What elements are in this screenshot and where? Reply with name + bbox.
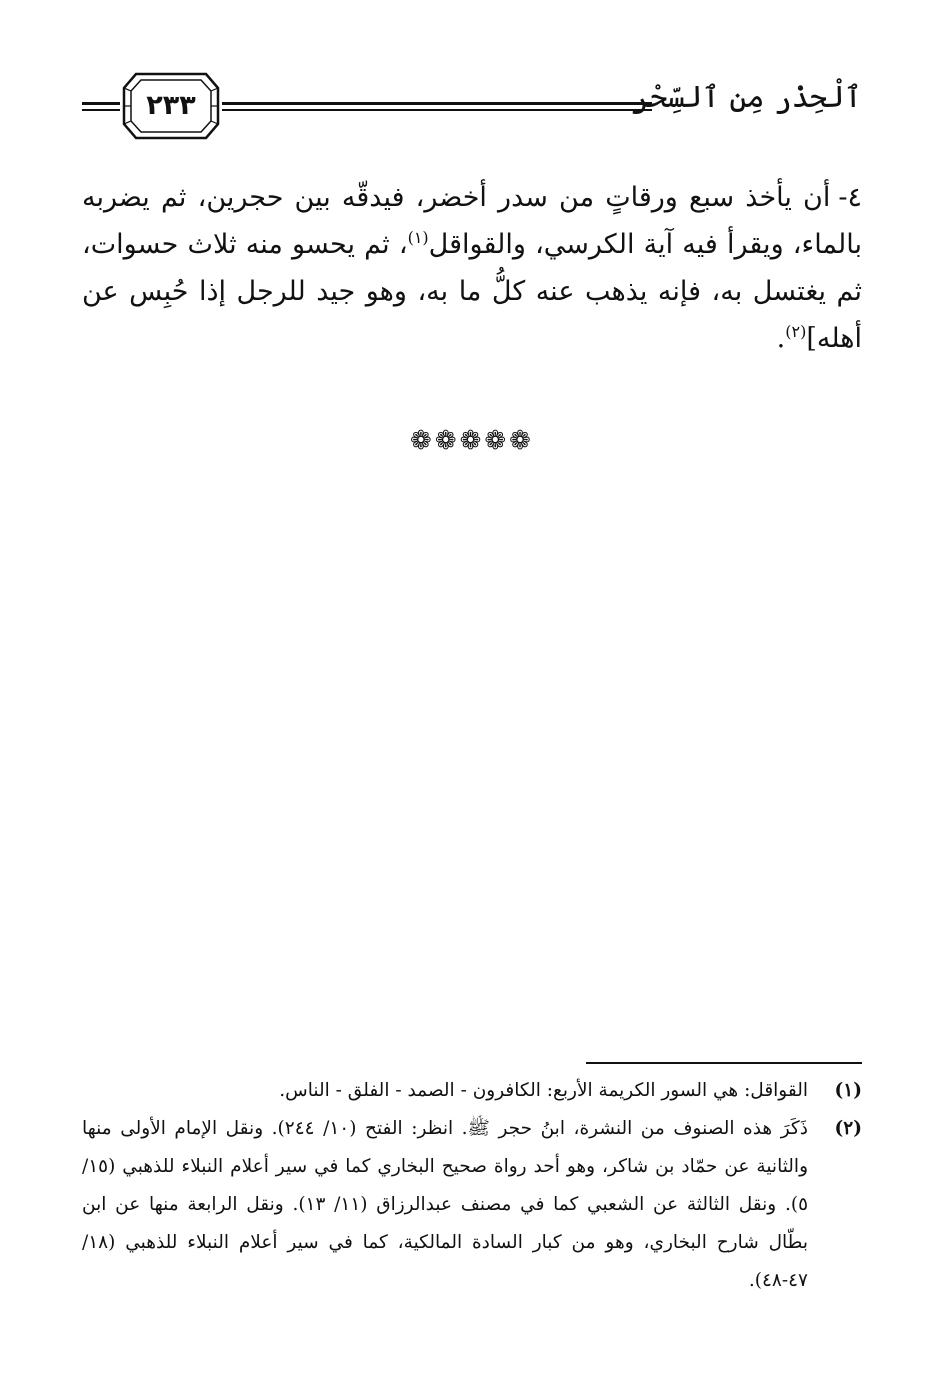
- main-paragraph: [82, 174, 862, 362]
- footnote-ref-2: (٢): [785, 322, 807, 341]
- page-header: [82, 72, 862, 142]
- footnote-number: (٢): [834, 1118, 862, 1139]
- paragraph-text-1: أن يأخذ سبع ورقاتٍ من سدر أخضر، فيدقّه بين حجرين، ثم يضربه بالماء، ويقرأ فيه آية الكرسي، والقواقل: [82, 182, 862, 260]
- item-number: ٤-: [838, 182, 862, 213]
- footnotes: [82, 1072, 862, 1300]
- header-rule-right: [222, 102, 652, 111]
- flower-ornament-icon: ❁❁❁❁❁: [410, 426, 534, 456]
- page-number-frame: [122, 72, 220, 140]
- running-title: ٱلْحِذْر مِن ٱلسِّحْر: [631, 80, 862, 115]
- footnote-separator: [586, 1062, 862, 1064]
- header-rule-left: [82, 102, 120, 111]
- paragraph-end: .: [776, 323, 786, 354]
- footnote-ref-1: (١): [407, 228, 429, 247]
- footnote-number: (١): [834, 1080, 862, 1101]
- paragraph-text-2: ، ثم يحسو منه ثلاث حسوات، ثم يغتسل به، فإنه يذهب عنه كلُّ ما به، وهو جيد للرجل إذا حُبِس عن أهله]: [82, 229, 862, 354]
- footnote-1: [82, 1072, 862, 1110]
- page-number: ٢٣٣: [146, 90, 196, 121]
- footnote-text: القواقل: هي السور الكريمة الأربع: الكافرون - الصمد - الفلق - الناس.: [279, 1080, 808, 1101]
- footnote-text: ذَكَرَ هذه الصنوف من النشرة، ابنُ حجر ﷺ. انظر: الفتح (١٠/ ٢٤٤). ونقل الإمام الأولى منها والثانية عن حمّاد بن شاكر، وهو أحد رواة صحيح البخاري كما في سير أعلام النبلاء للذهبي (١٥/ ٥). ونقل الثالثة عن الشعبي كما في مصنف عبدالرزاق (١١/ ١٣). ونقل الرابعة منها عن ابن بطّال شارح البخاري، وهو من كبار السادة المالكية، كما في سير أعلام النبلاء للذهبي (١٨/ ٤٧-٤٨).: [82, 1118, 808, 1291]
- footnote-2: [82, 1110, 862, 1300]
